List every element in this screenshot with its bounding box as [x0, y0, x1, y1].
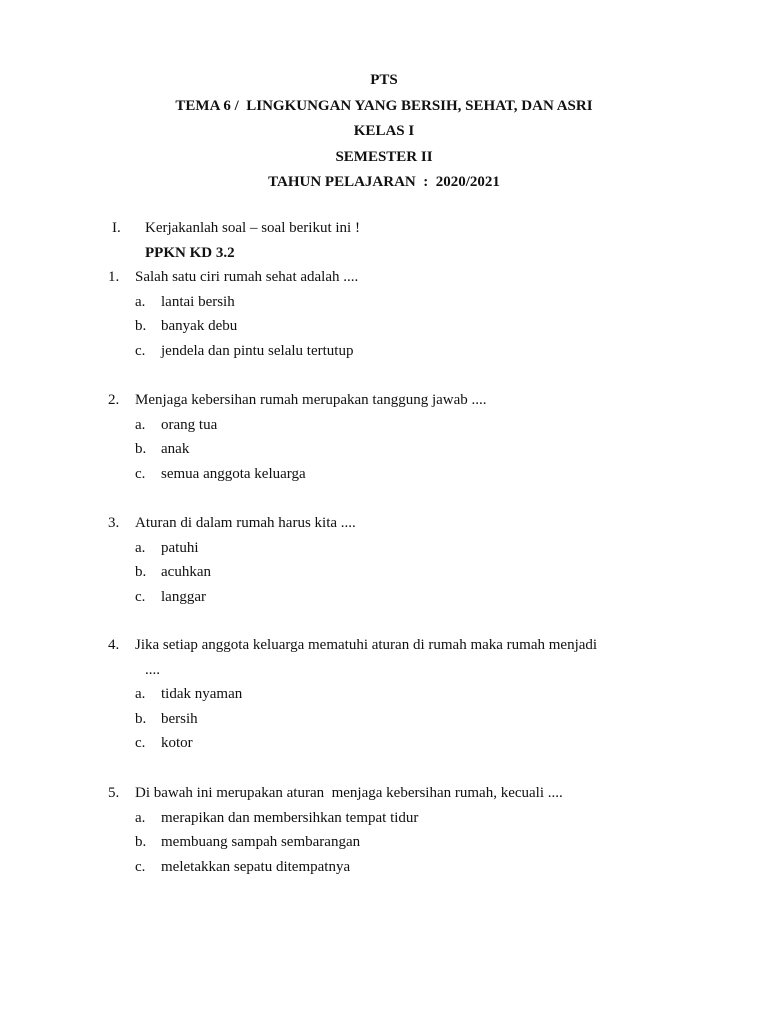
question-4	[108, 633, 708, 756]
option-text: kotor	[161, 735, 193, 751]
question-text: Aturan di dalam rumah harus kita ....	[135, 515, 356, 531]
question-text: Salah satu ciri rumah sehat adalah ....	[135, 269, 359, 285]
header-school-year: TAHUN PELAJARAN : 2020/2021	[268, 174, 500, 190]
option-text: tidak nyaman	[161, 686, 243, 702]
option-c	[108, 462, 708, 487]
question-stem	[108, 265, 708, 290]
question-number: 1.	[108, 269, 120, 285]
option-a	[108, 806, 708, 831]
question-text: Di bawah ini merupakan aturan menjaga kebersihan rumah, kecuali ....	[135, 785, 563, 801]
question-continuation: ....	[145, 661, 160, 678]
option-c	[108, 339, 708, 364]
section-numeral: I.	[112, 220, 121, 236]
subject-heading: PPKN KD 3.2	[145, 245, 235, 261]
option-text: langgar	[161, 588, 206, 605]
option-letter: c.	[135, 465, 146, 482]
question-number: 3.	[108, 515, 120, 531]
option-letter: a.	[135, 416, 146, 433]
question-3	[108, 511, 708, 609]
option-text: patuhi	[161, 539, 199, 556]
option-text: merapikan dan membersihkan tempat tidur	[161, 809, 419, 826]
option-letter: b.	[135, 710, 147, 727]
option-text: bersih	[161, 710, 198, 727]
instruction-text: Kerjakanlah soal – soal berikut ini !	[145, 220, 360, 236]
question-text: Menjaga kebersihan rumah merupakan tanggung jawab ....	[135, 392, 487, 408]
option-letter: c.	[135, 342, 146, 359]
option-letter: a.	[135, 293, 146, 310]
question-stem	[108, 388, 708, 413]
option-text: semua anggota keluarga	[161, 465, 306, 482]
option-letter: a.	[135, 539, 146, 556]
question-1	[108, 265, 708, 363]
option-letter: a.	[135, 809, 146, 826]
option-letter: b.	[135, 564, 147, 580]
question-5	[108, 781, 708, 879]
option-letter: b.	[135, 441, 147, 457]
option-a	[108, 682, 708, 707]
option-text: meletakkan sepatu ditempatnya	[161, 858, 351, 875]
header-theme: TEMA 6 / LINGKUNGAN YANG BERSIH, SEHAT, DAN ASRI	[175, 97, 593, 114]
question-number: 2.	[108, 392, 120, 408]
option-a	[108, 536, 708, 561]
option-text: jendela dan pintu selalu tertutup	[161, 342, 354, 359]
option-letter: c.	[135, 858, 146, 875]
option-c	[108, 731, 708, 756]
option-text: acuhkan	[161, 564, 211, 580]
question-number: 5.	[108, 785, 120, 801]
option-letter: c.	[135, 735, 146, 751]
option-b	[108, 437, 708, 462]
option-text: membuang sampah sembarangan	[161, 834, 361, 850]
section-instruction	[112, 216, 360, 240]
option-letter: b.	[135, 834, 147, 850]
question-number: 4.	[108, 637, 120, 653]
question-stem	[108, 511, 708, 536]
option-a	[108, 290, 708, 315]
option-letter: b.	[135, 318, 147, 334]
option-c	[108, 585, 708, 610]
option-text: orang tua	[161, 416, 218, 433]
header-class: KELAS I	[353, 123, 415, 139]
question-2	[108, 388, 708, 486]
question-stem	[108, 633, 708, 658]
header-semester: SEMESTER II	[335, 148, 433, 165]
header-exam-type: PTS	[370, 72, 398, 88]
document-header	[0, 68, 768, 196]
option-b	[108, 314, 708, 339]
option-b	[108, 707, 708, 732]
question-stem	[108, 781, 708, 806]
option-c	[108, 855, 708, 880]
option-text: lantai bersih	[161, 293, 235, 310]
option-text: anak	[161, 441, 190, 457]
option-letter: a.	[135, 686, 146, 702]
option-b	[108, 830, 708, 855]
option-b	[108, 560, 708, 585]
option-letter: c.	[135, 588, 146, 605]
question-text: Jika setiap anggota keluarga mematuhi aturan di rumah maka rumah menjadi	[135, 637, 598, 653]
option-text: banyak debu	[161, 318, 238, 334]
option-a	[108, 413, 708, 438]
